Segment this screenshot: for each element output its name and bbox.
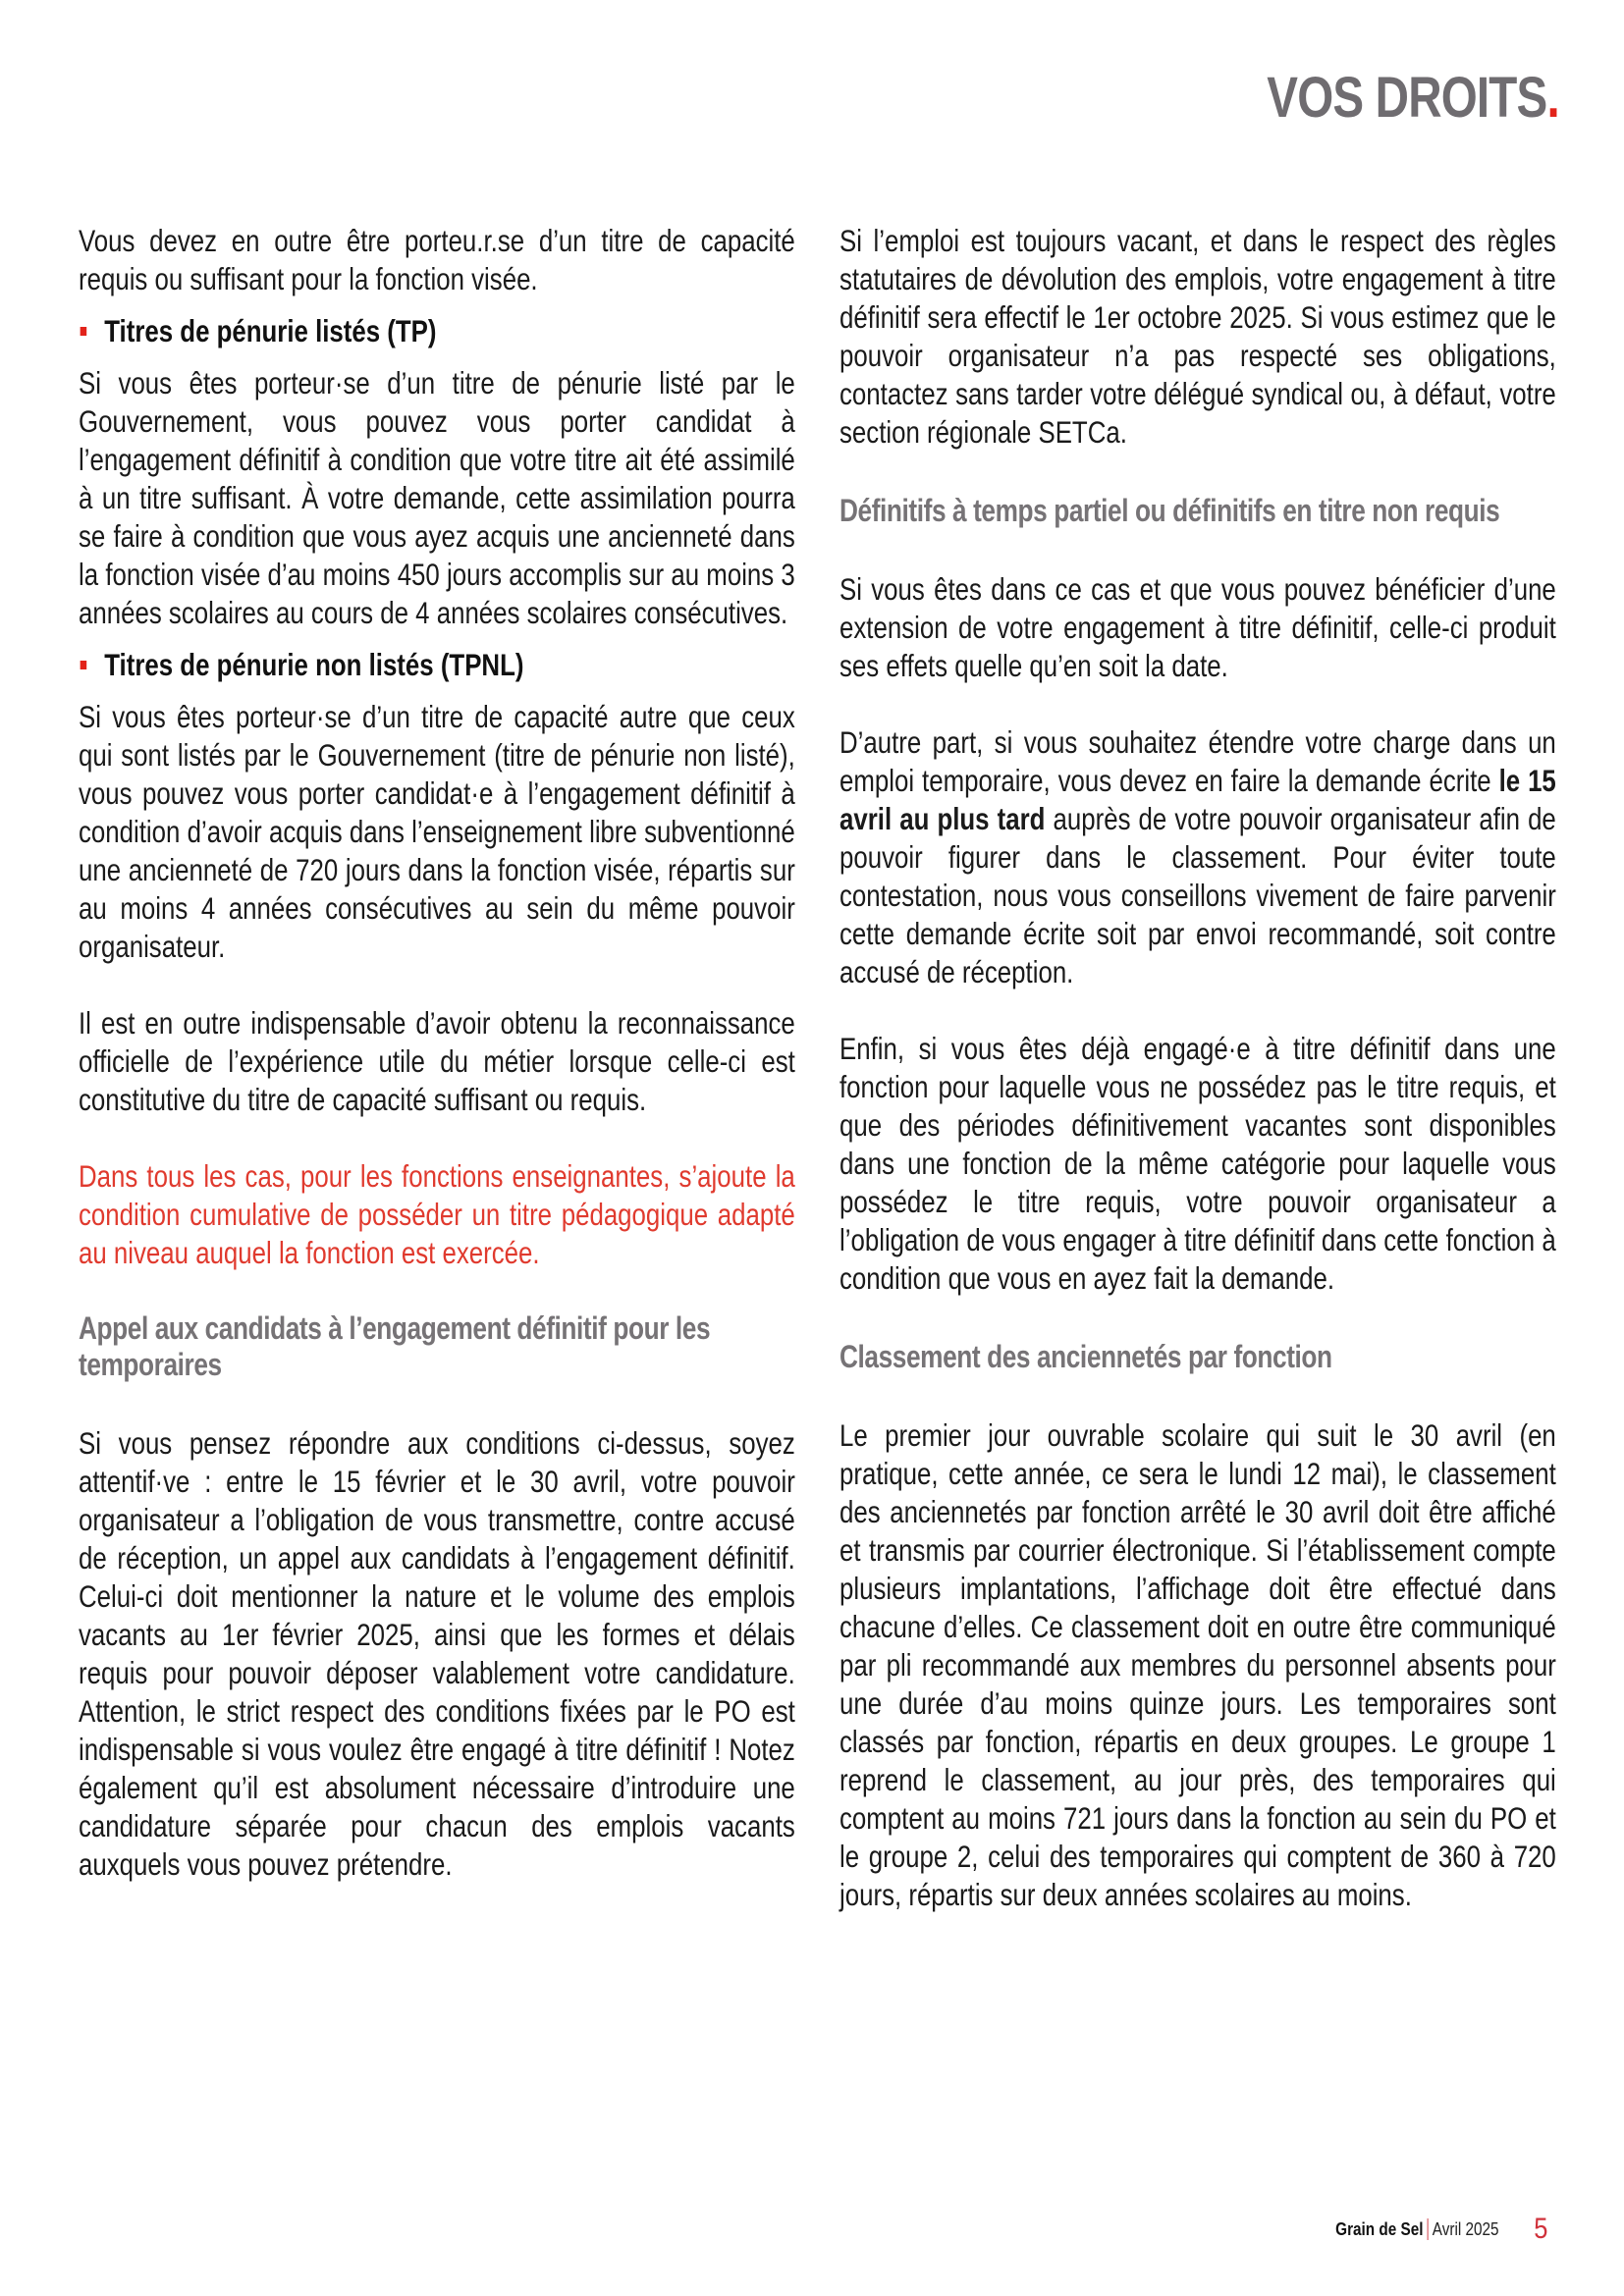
experience-paragraph: Il est en outre indispensable d’avoir obtenu la reconnaissance officielle de l’expérience utile du métier lorsque celle-ci est constitutive du titre de capacité suffisant ou requis. <box>79 1005 795 1117</box>
tp-paragraph: Si vous êtes porteur·se d’un titre de pénurie listé par le Gouvernement, vous pouvez vous porter candidat à l’engagement définitif à condition que votre titre ait été assimilé à un titre suffisant. À votre demande, cette assimilation pourra se faire à condition que vous ayez acquis une ancienneté dans la fonction visée d’au moins 450 jours accomplis sur au moins 3 années scolaires au cours de 4 années scolaires consécutives. <box>79 365 795 630</box>
extension-paragraph <box>839 723 1556 991</box>
bullet-heading-tpnl <box>79 646 795 684</box>
appel-paragraph: Si vous pensez répondre aux conditions ci-dessus, soyez attentif·ve : entre le 15 février et le 30 avril, votre pouvoir organisateur a l’obligation de vous transmettre, contre accusé de réception, un appel aux candidats à l’engagement définitif. Celui-ci doit mentionner la nature et le volume des emplois vacants au 1er février 2025, ainsi que les formes et délais requis pour pouvoir déposer valablement votre candidature. Attention, le strict respect des conditions fixées par le PO est indispensable si vous voulez être engagé à titre définitif ! Notez également qu’il est absolument nécessaire d’introduire une candidature séparée pour chacun des emplois vacants auxquels vous pouvez prétendre. <box>79 1425 795 1882</box>
bullet-heading-tp <box>79 312 795 350</box>
vacant-paragraph: Si l’emploi est toujours vacant, et dans le respect des règles statutaires de dévolution des emplois, votre engagement à titre définitif sera effectif le 1er octobre 2025. Si vous estimez que le pouvoir organisateur n’a pas respecté ses obligations, contactez sans tarder votre délégué syndical ou, à défaut, votre section régionale SETCa. <box>839 223 1556 450</box>
left-column <box>79 222 795 1884</box>
issue-date: Avril 2025 <box>1432 2218 1499 2239</box>
enfin-paragraph: Enfin, si vous êtes déjà engagé·e à titre définitif dans une fonction pour laquelle vous ne possédez pas le titre requis, et que des périodes définitivement vacantes sont disponibles dans une fonction de la même catégorie pour laquelle vous possédez le titre requis, votre pouvoir organisateur a l’obligation de vous engager à titre définitif dans cette fonction à condition que vous en ayez fait la demande. <box>839 1031 1556 1296</box>
tpnl-paragraph: Si vous êtes porteur·se d’un titre de capacité autre que ceux qui sont listés par le Gouvernement (titre de pénurie non listé), vous pouvez vous porter candidat·e à l’engagement définitif à condition d’avoir acquis dans l’enseignement libre subventionné une ancienneté de 720 jours dans la fonction visée, répartis sur au moins 4 années consécutives au sein du même pouvoir organisateur. <box>79 699 795 964</box>
publication-name: Grain de Sel <box>1334 2218 1424 2239</box>
red-note-paragraph: Dans tous les cas, pour les fonctions enseignantes, s’ajoute la condition cumulative de posséder un titre pédagogique adapté au niveau auquel la fonction est exercée. <box>79 1158 795 1270</box>
intro-paragraph: Vous devez en outre être porteu.r.se d’un titre de capacité requis ou suffisant pour la fonction visée. <box>79 223 795 296</box>
red-square-bullet-icon <box>81 327 87 336</box>
extension-deadline: le 15 avril au plus tard <box>839 763 1556 836</box>
extension-text-after: auprès de votre pouvoir organisateur afin de pouvoir figurer dans le classement. Pour éviter toute contestation, nous vous conseillons vivement de faire parvenir cette demande écrite soit par envoi recommandé, soit contre accusé de réception. <box>839 801 1556 989</box>
footer-divider <box>1427 2218 1428 2240</box>
bullet-heading-text: Titres de pénurie listés (TP) <box>104 313 437 348</box>
bullet-heading-text: Titres de pénurie non listés (TPNL) <box>104 647 524 682</box>
partiel-paragraph: Si vous êtes dans ce cas et que vous pouvez bénéficier d’une extension de votre engagement à titre définitif, celle-ci produit ses effets quelle qu’en soit la date. <box>839 571 1556 683</box>
section-title <box>1267 65 1559 131</box>
section-title-dot: . <box>1546 66 1559 130</box>
appel-heading: Appel aux candidats à l’engagement définitif pour les temporaires <box>79 1310 711 1382</box>
extension-text-before: D’autre part, si vous souhaitez étendre votre charge dans un emploi temporaire, vous devez en faire la demande écrite <box>839 724 1556 798</box>
partiel-heading: Définitifs à temps partiel ou définitifs en titre non requis <box>839 493 1500 528</box>
right-column <box>839 222 1556 1914</box>
red-square-bullet-icon <box>81 661 87 669</box>
classement-paragraph: Le premier jour ouvrable scolaire qui suit le 30 avril (en pratique, cette année, ce sera le lundi 12 mai), le classement des anciennetés par fonction arrêté le 30 avril doit être affiché et transmis par courrier électronique. Si l’établissement compte plusieurs implantations, l’affichage doit être effectué dans chacune d’elles. Ce classement doit en outre être communiqué par pli recommandé aux membres du personnel absents pour une durée d’au moins quinze jours. Les temporaires sont classés par fonction, répartis en deux groupes. Le groupe 1 reprend le classement, au jour près, des temporaires qui comptent au moins 721 jours dans la fonction au sein du PO et le groupe 2, celui des temporaires qui comptent de 360 à 720 jours, répartis sur deux années scolaires au moins. <box>839 1417 1556 1912</box>
page-number: 5 <box>1533 2213 1547 2245</box>
page-footer <box>1298 2213 1547 2246</box>
section-title-text: VOS DROITS <box>1267 66 1547 130</box>
classement-heading: Classement des anciennetés par fonction <box>839 1339 1332 1374</box>
